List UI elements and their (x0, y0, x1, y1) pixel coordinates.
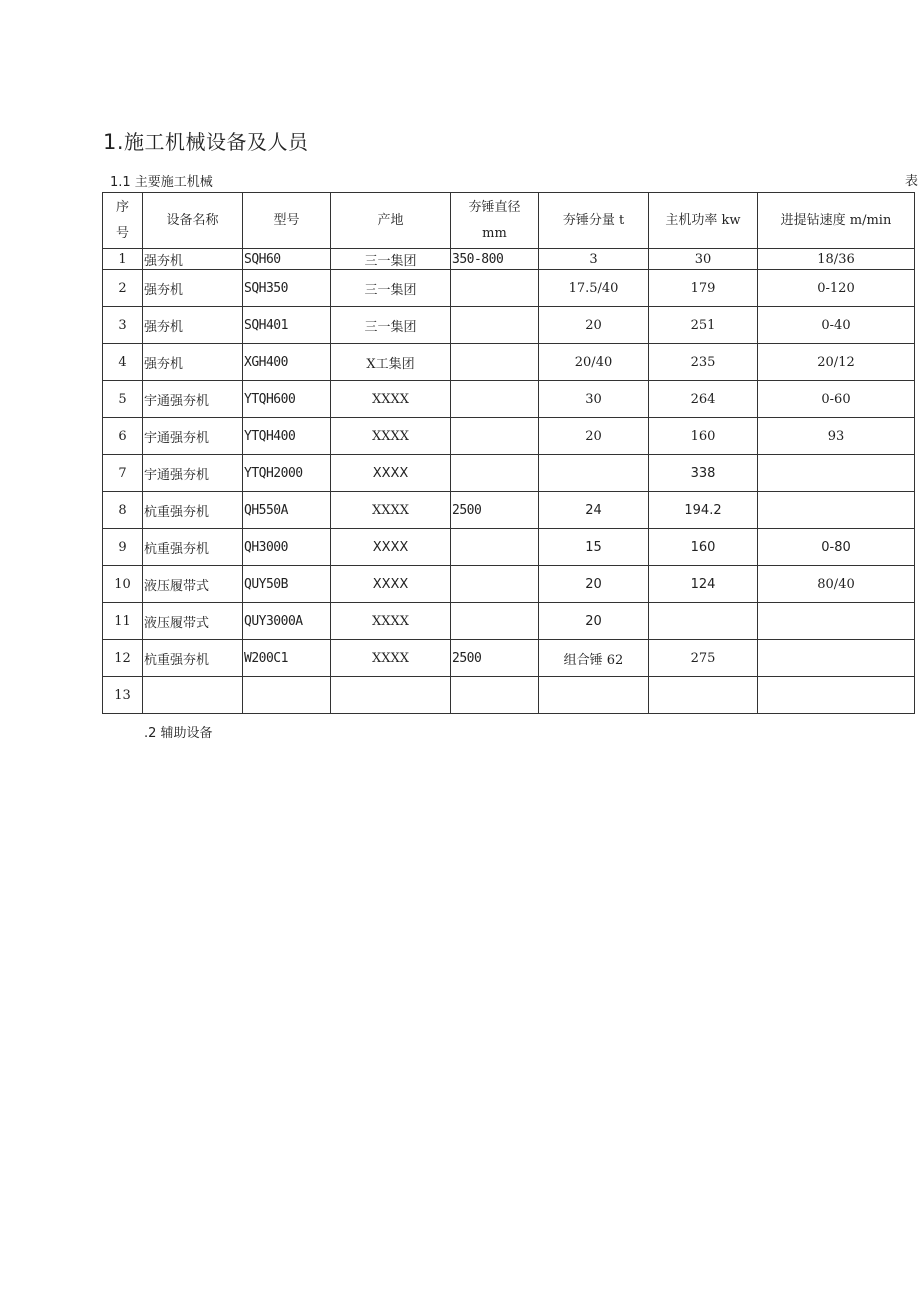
cell-origin: XXXX (331, 603, 451, 640)
cell-weight: 3 (539, 249, 649, 270)
cell-power: 179 (649, 270, 758, 307)
cell-index: 10 (103, 566, 143, 603)
cell-weight: 20 (539, 566, 649, 603)
cell-weight (539, 455, 649, 492)
cell-model: YTQH2000 (243, 455, 331, 492)
cell-model: W200C1 (243, 640, 331, 677)
cell-index: 3 (103, 307, 143, 344)
cell-speed: 80/40 (758, 566, 915, 603)
table-header-row (103, 193, 915, 249)
cell-origin: 三一集团 (331, 270, 451, 307)
col-header-speed: 进提钻速度 m/min (758, 193, 915, 249)
cell-index: 7 (103, 455, 143, 492)
cell-index: 11 (103, 603, 143, 640)
col-header-diameter: 夯锤直径 mm (451, 193, 539, 249)
cell-model: QUY50B (243, 566, 331, 603)
cell-power: 275 (649, 640, 758, 677)
table-row (103, 381, 915, 418)
col-header-index: 序 号 (103, 193, 143, 249)
cell-speed (758, 640, 915, 677)
cell-origin: 三一集团 (331, 249, 451, 270)
cell-power: 194.2 (649, 492, 758, 529)
cell-diameter (451, 603, 539, 640)
cell-weight: 24 (539, 492, 649, 529)
cell-index: 6 (103, 418, 143, 455)
cell-weight: 20 (539, 418, 649, 455)
cell-model: YTQH400 (243, 418, 331, 455)
subsection-title: 1.1 主要施工机械 (110, 175, 213, 190)
table-row (103, 344, 915, 381)
cell-origin: XXXX (331, 418, 451, 455)
table-row (103, 529, 915, 566)
cell-weight (539, 677, 649, 714)
cell-name: 杭重强夯机 (143, 529, 243, 566)
cell-power: 235 (649, 344, 758, 381)
cell-model: QH550A (243, 492, 331, 529)
table-row (103, 307, 915, 344)
cell-power (649, 603, 758, 640)
cell-name: 杭重强夯机 (143, 640, 243, 677)
cell-origin: 三一集团 (331, 307, 451, 344)
cell-index: 13 (103, 677, 143, 714)
table-row (103, 249, 915, 270)
cell-speed: 0-80 (758, 529, 915, 566)
cell-origin (331, 677, 451, 714)
cell-power: 160 (649, 529, 758, 566)
cell-index: 5 (103, 381, 143, 418)
col-header-weight: 夯锤分量 t (539, 193, 649, 249)
cell-weight: 组合锤 62 (539, 640, 649, 677)
cell-model: SQH60 (243, 249, 331, 270)
cell-power: 160 (649, 418, 758, 455)
section-number: 1. (103, 130, 125, 154)
cell-diameter: 2500 (451, 640, 539, 677)
cell-weight: 20 (539, 307, 649, 344)
cell-speed: 93 (758, 418, 915, 455)
cell-origin: XXXX (331, 455, 451, 492)
cell-diameter: 350-800 (451, 249, 539, 270)
cell-index: 9 (103, 529, 143, 566)
cell-speed: 18/36 (758, 249, 915, 270)
col-header-model: 型号 (243, 193, 331, 249)
cell-power: 251 (649, 307, 758, 344)
cell-origin: XXXX (331, 492, 451, 529)
table-row (103, 492, 915, 529)
machinery-table (102, 192, 915, 714)
cell-index: 4 (103, 344, 143, 381)
cell-power: 338 (649, 455, 758, 492)
cell-diameter (451, 418, 539, 455)
cell-model: SQH350 (243, 270, 331, 307)
cell-weight: 30 (539, 381, 649, 418)
table-row (103, 455, 915, 492)
cell-diameter (451, 455, 539, 492)
cell-name: 杭重强夯机 (143, 492, 243, 529)
cell-name: 宇通强夯机 (143, 381, 243, 418)
cell-origin: XXXX (331, 381, 451, 418)
cell-model: SQH401 (243, 307, 331, 344)
cell-diameter (451, 344, 539, 381)
col-header-origin: 产地 (331, 193, 451, 249)
cell-model: QH3000 (243, 529, 331, 566)
cell-model (243, 677, 331, 714)
cell-name: 强夯机 (143, 270, 243, 307)
cell-name: 液压履带式 (143, 603, 243, 640)
cell-power: 264 (649, 381, 758, 418)
cell-weight: 17.5/40 (539, 270, 649, 307)
cell-name: 强夯机 (143, 249, 243, 270)
cell-diameter: 2500 (451, 492, 539, 529)
cell-model: QUY3000A (243, 603, 331, 640)
cell-diameter (451, 270, 539, 307)
section-title (103, 126, 309, 155)
cell-name: 强夯机 (143, 307, 243, 344)
cell-speed: 0-40 (758, 307, 915, 344)
cell-speed (758, 603, 915, 640)
cell-index: 12 (103, 640, 143, 677)
table-row (103, 677, 915, 714)
cell-origin: XXXX (331, 566, 451, 603)
cell-model: XGH400 (243, 344, 331, 381)
cell-origin: XXXX (331, 640, 451, 677)
subsection-2-title: .2 辅助设备 (144, 726, 213, 741)
cell-weight: 20/40 (539, 344, 649, 381)
cell-power: 124 (649, 566, 758, 603)
cell-model: YTQH600 (243, 381, 331, 418)
cell-diameter (451, 566, 539, 603)
cell-name: 强夯机 (143, 344, 243, 381)
cell-name: 宇通强夯机 (143, 418, 243, 455)
cell-index: 8 (103, 492, 143, 529)
section-title-text: 施工机械设备及人员 (124, 130, 309, 154)
cell-speed: 20/12 (758, 344, 915, 381)
cell-speed: 0-60 (758, 381, 915, 418)
cell-diameter (451, 677, 539, 714)
cell-origin: X工集团 (331, 344, 451, 381)
cell-speed: 0-120 (758, 270, 915, 307)
table-row (103, 270, 915, 307)
cell-speed (758, 492, 915, 529)
col-header-name: 设备名称 (143, 193, 243, 249)
cell-origin: XXXX (331, 529, 451, 566)
cell-speed (758, 677, 915, 714)
table-row (103, 603, 915, 640)
cell-power (649, 677, 758, 714)
cell-name: 宇通强夯机 (143, 455, 243, 492)
col-header-power: 主机功率 kw (649, 193, 758, 249)
cell-diameter (451, 307, 539, 344)
cell-name: 液压履带式 (143, 566, 243, 603)
table-row (103, 418, 915, 455)
cell-weight: 15 (539, 529, 649, 566)
table-caption: 表 (905, 174, 919, 189)
table-row (103, 640, 915, 677)
cell-index: 1 (103, 249, 143, 270)
table-row (103, 566, 915, 603)
cell-diameter (451, 529, 539, 566)
cell-weight: 20 (539, 603, 649, 640)
cell-index: 2 (103, 270, 143, 307)
cell-name (143, 677, 243, 714)
cell-diameter (451, 381, 539, 418)
cell-power: 30 (649, 249, 758, 270)
cell-speed (758, 455, 915, 492)
